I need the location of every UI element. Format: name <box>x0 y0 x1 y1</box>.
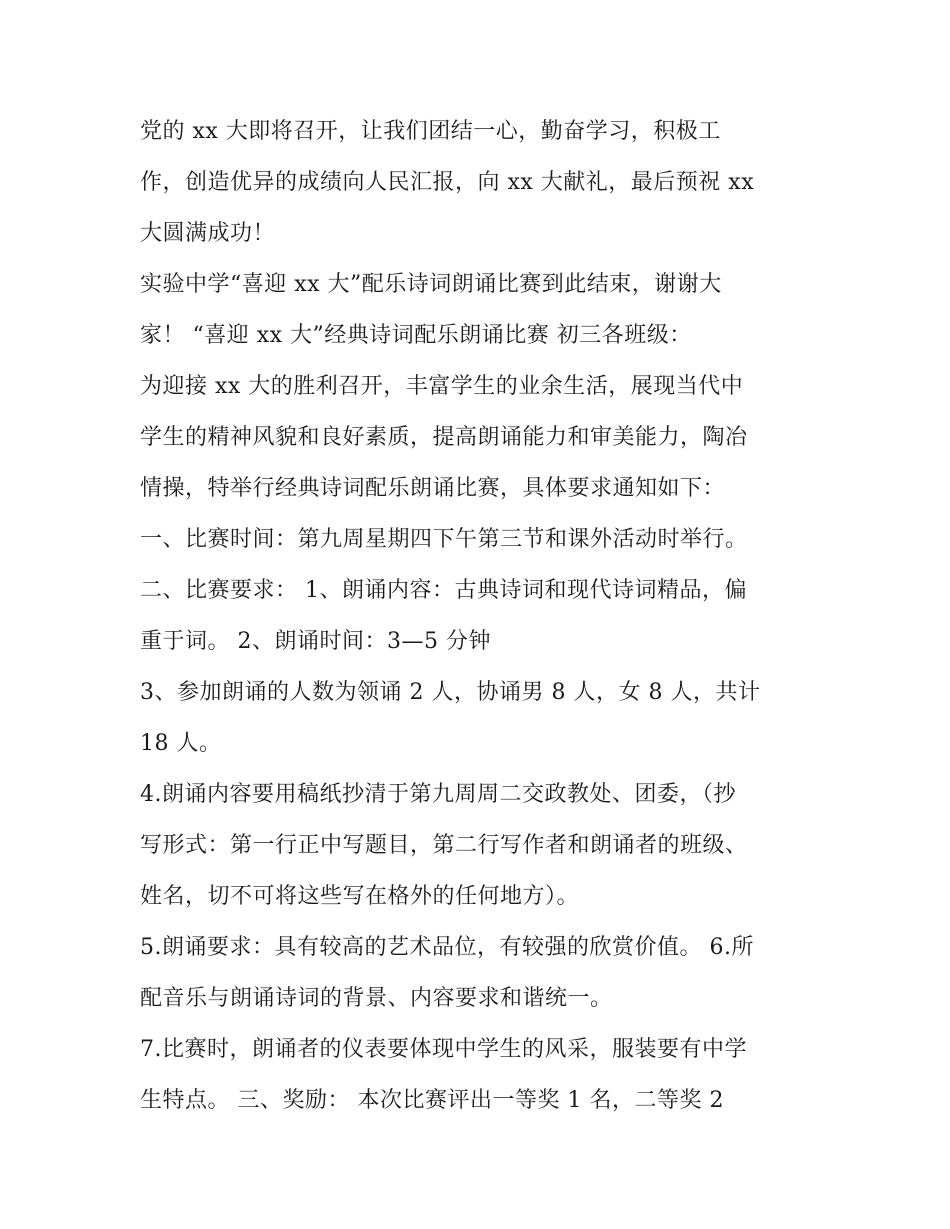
text-line: 5.朗诵要求：具有较高的艺术品位，有较强的欣赏价值。 6.所 <box>140 935 754 960</box>
text-line: 18 人。 <box>140 731 222 756</box>
text-line: 家！ “喜迎 xx 大”经典诗词配乐朗诵比赛 初三各班级： <box>140 323 692 348</box>
text-line: 3、参加朗诵的人数为领诵 2 人，协诵男 8 人，女 8 人，共计 <box>140 680 761 705</box>
text-line: 4.朗诵内容要用稿纸抄清于第九周周二交政教处、团委，（抄 <box>140 782 736 807</box>
text-line: 作，创造优异的成绩向人民汇报，向 xx 大献礼，最后预祝 xx <box>140 170 755 195</box>
text-line: 大圆满成功！ <box>140 221 276 246</box>
text-line: 党的 xx 大即将召开，让我们团结一心，勤奋学习，积极工 <box>140 119 721 144</box>
text-line: 生特点。 三、奖励： 本次比赛评出一等奖 1 名，二等奖 2 <box>140 1088 724 1113</box>
text-line: 情操，特举行经典诗词配乐朗诵比赛，具体要求通知如下： <box>140 476 726 501</box>
text-line: 配音乐与朗诵诗词的背景、内容要求和谐统一。 <box>140 986 613 1011</box>
text-line: 重于词。 2、朗诵时间：3—5 分钟 <box>140 629 491 654</box>
text-line: 为迎接 xx 大的胜利召开，丰富学生的业余生活，展现当代中 <box>140 374 744 399</box>
text-line: 二、比赛要求： 1、朗诵内容：古典诗词和现代诗词精品，偏 <box>140 578 747 603</box>
text-line: 学生的精神风貌和良好素质，提高朗诵能力和审美能力，陶冶 <box>140 425 748 450</box>
text-line: 一、比赛时间：第九周星期四下午第三节和课外活动时举行。 <box>140 527 748 552</box>
text-line: 写形式：第一行正中写题目，第二行写作者和朗诵者的班级、 <box>140 833 748 858</box>
text-line: 实验中学“喜迎 xx 大”配乐诗词朗诵比赛到此结束，谢谢大 <box>140 272 722 297</box>
document-body <box>140 106 820 1126</box>
text-line: 姓名，切不可将这些写在格外的任何地方）。 <box>140 884 580 909</box>
text-line: 7.比赛时，朗诵者的仪表要体现中学生的风采，服装要有中学 <box>140 1037 747 1062</box>
